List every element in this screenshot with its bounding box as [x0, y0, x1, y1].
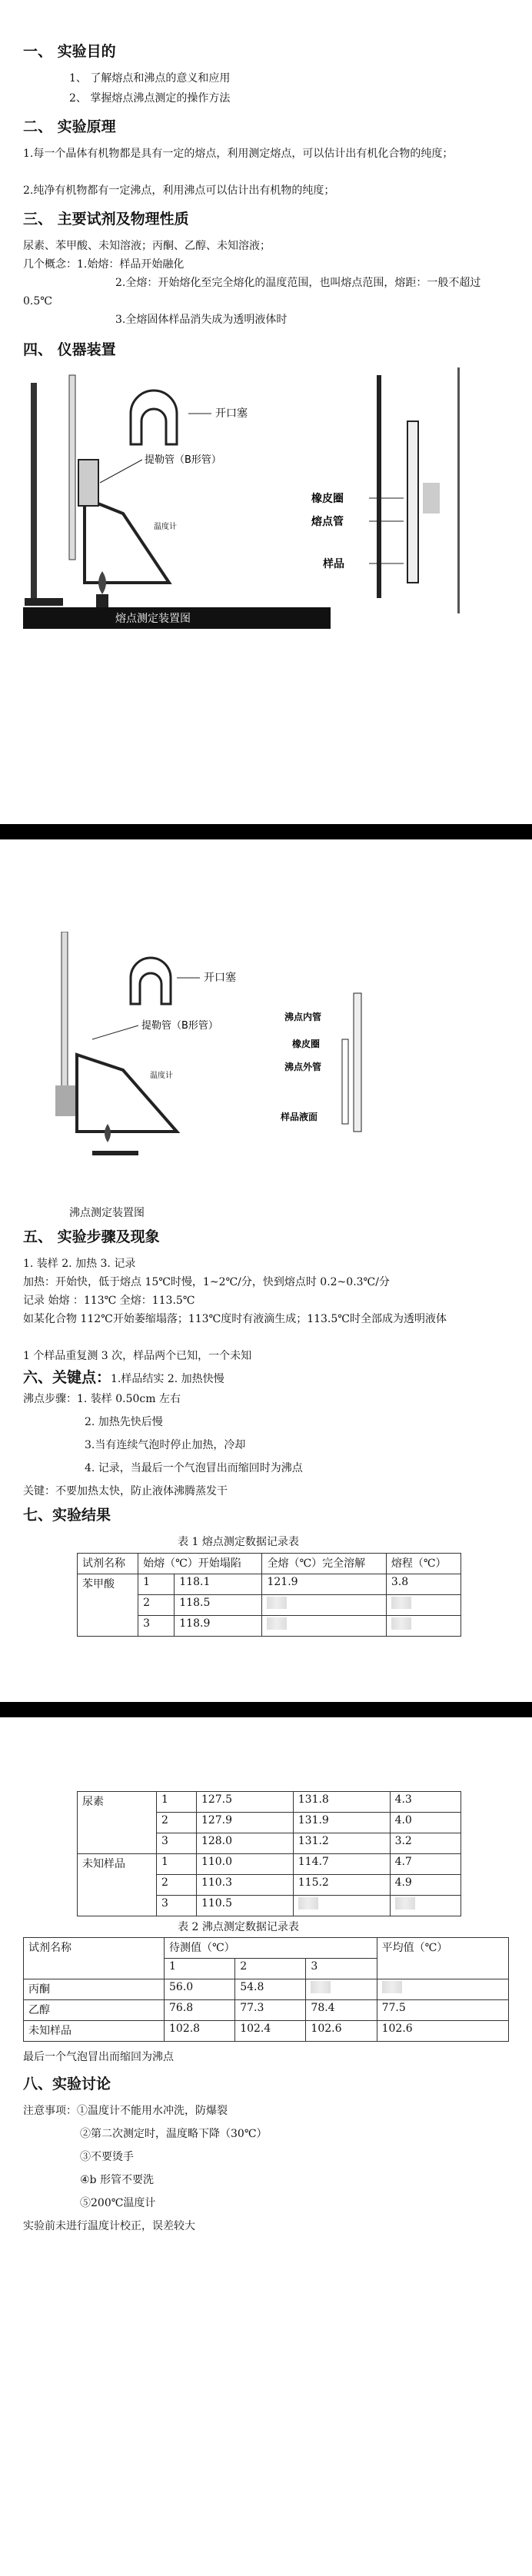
page-separator-2 — [0, 1702, 532, 1717]
principle-1: 1.每一个晶体有机物都是具有一定的熔点，利用测定熔点，可以估计出有机化合物的纯度； — [23, 148, 454, 160]
cell: 4.3 — [390, 1792, 461, 1813]
header-cell: 熔程（℃） — [386, 1554, 461, 1574]
discussion-4: ④b 形管不要洗 — [80, 2174, 154, 2186]
cell: 3 — [157, 1833, 197, 1854]
section-1-title: 一、 实验目的 — [23, 43, 116, 60]
cell: 54.8 — [235, 1979, 306, 2000]
cell: 121.9 — [262, 1574, 386, 1595]
header-cell: 待测值（℃） — [165, 1938, 377, 1959]
section-6-title-rest: 1.样品结实 2. 加热快慢 — [111, 1373, 224, 1385]
page-separator — [0, 824, 532, 839]
table1-caption: 表 1 熔点测定数据记录表 — [178, 1536, 299, 1548]
cell: 128.0 — [196, 1833, 293, 1854]
cell: 102.8 — [165, 2021, 235, 2042]
reagents-text: 尿素、苯甲酸、未知溶液；丙酮、乙醇、未知溶液； — [23, 240, 271, 252]
label-thermo: 温度计 — [154, 523, 177, 531]
fig1-caption: 熔点测定装置图 — [115, 613, 191, 625]
section-2-title: 二、 实验原理 — [23, 118, 116, 135]
principle-2: 2.纯净有机物都有一定沸点，利用沸点可以估计出有机物的纯度； — [23, 184, 335, 197]
label-opening: 开口塞 — [215, 407, 248, 420]
label-rubber: 橡皮圈 — [311, 493, 344, 505]
concepts-text: 几个概念：1.始熔：样品开始融化 — [23, 258, 185, 271]
label-sample-2: 样品液面 — [281, 1112, 318, 1122]
cell: 3.2 — [390, 1833, 461, 1854]
cell: 1 — [157, 1854, 197, 1875]
cell: 102.4 — [235, 2021, 306, 2042]
cell: 102.6 — [377, 2021, 508, 2042]
melting-point-diagram — [23, 367, 515, 629]
bp-step-4: 4. 记录，当最后一个气泡冒出而缩回时为沸点 — [85, 1462, 303, 1474]
objective-1: 1、 了解熔点和沸点的意义和应用 — [69, 72, 231, 85]
header-cell: 2 — [235, 1959, 306, 1979]
step-line-1: 1. 装样 2. 加热 3. 记录 — [23, 1258, 136, 1270]
step-line-2: 加热：开始快，低于熔点 15℃时慢，1~2℃/分，快到熔点时 0.2~0.3℃/分 — [23, 1276, 390, 1288]
cell: 乙醇 — [24, 2000, 165, 2021]
discussion-5: ⑤200℃温度计 — [80, 2197, 156, 2209]
cell: 118.5 — [175, 1595, 262, 1616]
cell: 未知样品 — [24, 2021, 165, 2042]
open-stopper-2 — [131, 958, 171, 1004]
cell — [390, 1896, 461, 1916]
table1-header — [78, 1554, 461, 1574]
section-3-title: 三、 主要试剂及物理性质 — [23, 211, 189, 228]
page-2 — [0, 839, 532, 1693]
label-bulb: 提勒管（B形管） — [145, 454, 221, 466]
cell: 3 — [138, 1616, 175, 1637]
cell — [386, 1595, 461, 1616]
table1-continued — [77, 1791, 461, 1916]
label-inner: 沸点内管 — [284, 1012, 322, 1022]
cell: 未知样品 — [78, 1854, 157, 1916]
boiling-point-diagram — [46, 932, 477, 1170]
table2 — [23, 1937, 509, 2042]
label-opening-2: 开口塞 — [204, 972, 236, 984]
cell — [293, 1896, 390, 1916]
cell: 102.6 — [306, 2021, 377, 2042]
concept-2: 2.全熔：开始熔化至完全熔化的温度范围，也叫熔点范围，熔距：一般不超过 0.5℃ — [23, 277, 481, 307]
discussion-1: 注意事项：①温度计不能用水冲洗，防爆裂 — [23, 2105, 228, 2117]
cell: 131.2 — [293, 1833, 390, 1854]
cell: 尿素 — [78, 1792, 157, 1854]
note-after-table: 最后一个气泡冒出而缩回为沸点 — [23, 2051, 174, 2063]
table-row — [78, 1854, 461, 1875]
cell: 131.8 — [293, 1792, 390, 1813]
bp-step-1: 沸点步骤：1. 装样 0.50cm 左右 — [23, 1393, 181, 1405]
table-row — [24, 1979, 509, 2000]
fig2-caption: 沸点测定装置图 — [69, 1207, 145, 1219]
section-8-title: 八、实验讨论 — [23, 2076, 111, 2092]
header-cell: 试剂名称 — [78, 1554, 138, 1574]
label-outer: 沸点外管 — [284, 1062, 322, 1072]
label-bulb-2: 提勒管（B形管） — [141, 1020, 218, 1032]
section-7-title: 七、实验结果 — [23, 1507, 111, 1524]
cell: 110.5 — [196, 1896, 293, 1916]
label-thermo-2: 温度计 — [150, 1072, 173, 1080]
table1 — [77, 1553, 461, 1637]
cell: 4.0 — [390, 1813, 461, 1833]
step-line-3: 记录 始熔 ：113℃ 全熔：113.5℃ — [23, 1295, 195, 1307]
header-cell: 3 — [306, 1959, 377, 1979]
header-cell: 平均值（℃） — [377, 1938, 508, 1979]
cell: 2 — [138, 1595, 175, 1616]
cell — [262, 1616, 386, 1637]
cell: 118.1 — [175, 1574, 262, 1595]
concept-3: 3.全熔固体样品消失成为透明液体时 — [115, 314, 288, 326]
table-row — [24, 2021, 509, 2042]
cell: 110.0 — [196, 1854, 293, 1875]
header-cell: 试剂名称 — [24, 1938, 165, 1979]
cell: 76.8 — [165, 2000, 235, 2021]
label-sample: 样品 — [323, 558, 344, 570]
cell — [386, 1616, 461, 1637]
cell: 1 — [157, 1792, 197, 1813]
cell: 1 — [138, 1574, 175, 1595]
cell: 131.9 — [293, 1813, 390, 1833]
cell: 118.9 — [175, 1616, 262, 1637]
table2-header — [24, 1938, 509, 1959]
cell: 78.4 — [306, 2000, 377, 2021]
cell: 2 — [157, 1813, 197, 1833]
table2-caption: 表 2 沸点测定数据记录表 — [178, 1921, 299, 1933]
discussion-2: ②第二次测定时，温度略下降（30℃） — [80, 2128, 268, 2140]
cell: 77.3 — [235, 2000, 306, 2021]
section-6-heading — [23, 1368, 515, 1388]
cell: 3.8 — [386, 1574, 461, 1595]
header-cell: 1 — [165, 1959, 235, 1979]
cell: 3 — [157, 1896, 197, 1916]
cell: 127.5 — [196, 1792, 293, 1813]
cell: 56.0 — [165, 1979, 235, 2000]
header-cell: 全熔（℃）完全溶解 — [262, 1554, 386, 1574]
table-row — [24, 2000, 509, 2021]
cell: 110.3 — [196, 1875, 293, 1896]
bp-key: 关键：不要加热太快，防止液体沸腾蒸发干 — [23, 1485, 228, 1497]
cell: 77.5 — [377, 2000, 508, 2021]
header-cell: 始熔（℃）开始塌陷 — [138, 1554, 262, 1574]
cell: 苯甲酸 — [78, 1574, 138, 1637]
section-4-title: 四、 仪器装置 — [23, 341, 116, 358]
step-line-5: 1 个样品重复测 3 次，样品两个已知，一个未知 — [23, 1350, 252, 1362]
thiele-tube-2 — [77, 1055, 177, 1132]
cell: 4.7 — [390, 1854, 461, 1875]
page-3 — [0, 1717, 532, 2576]
label-tube: 熔点管 — [311, 516, 344, 528]
bp-step-2: 2. 加热先快后慢 — [85, 1416, 163, 1428]
cell: 丙酮 — [24, 1979, 165, 2000]
discussion-6: 实验前未进行温度计校正，误差较大 — [23, 2220, 195, 2232]
discussion-3: ③不要烫手 — [80, 2151, 134, 2163]
cell — [262, 1595, 386, 1616]
table-row — [78, 1574, 461, 1595]
cell — [377, 1979, 508, 2000]
cell: 115.2 — [293, 1875, 390, 1896]
cell: 4.9 — [390, 1875, 461, 1896]
stand-rod — [31, 383, 37, 606]
label-rubber-2: 橡皮圈 — [292, 1039, 321, 1049]
cell — [306, 1979, 377, 2000]
step-line-4: 如某化合物 112℃开始萎缩塌落；113℃度时有液滴生成；113.5℃时全部成为透明液体 — [23, 1313, 447, 1325]
page-1 — [0, 0, 532, 821]
bp-step-3: 3.当有连续气泡时停止加热，冷却 — [85, 1439, 246, 1451]
cell: 114.7 — [293, 1854, 390, 1875]
section-6-title: 六、关键点： — [23, 1369, 111, 1386]
cell: 2 — [157, 1875, 197, 1896]
objective-2: 2、 掌握熔点沸点测定的操作方法 — [69, 92, 231, 105]
section-5-title: 五、 实验步骤及现象 — [23, 1228, 160, 1245]
table-row — [78, 1792, 461, 1813]
cell: 127.9 — [196, 1813, 293, 1833]
